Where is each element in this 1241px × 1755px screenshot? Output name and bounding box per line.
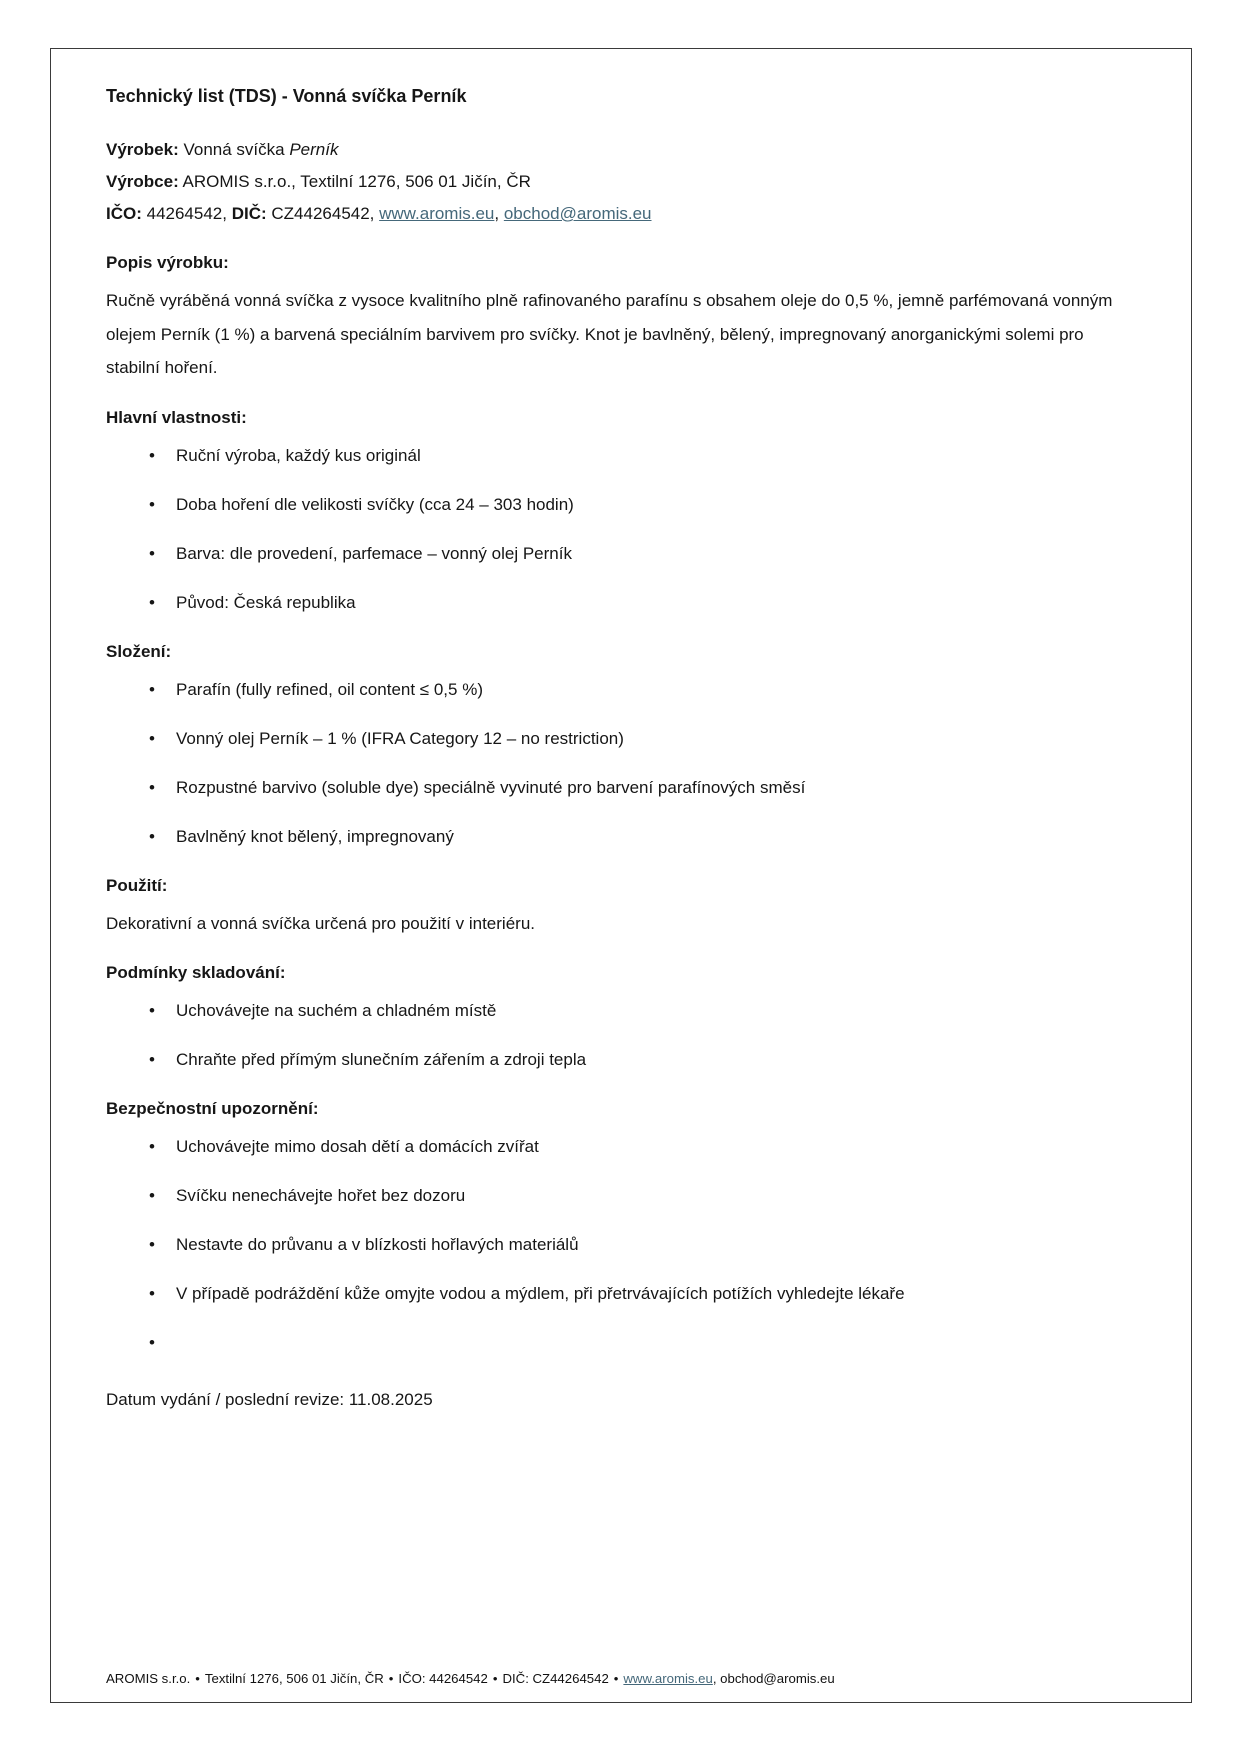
list-item: • Vonný olej Perník – 1 % (IFRA Category 12 – no restriction)	[149, 722, 1134, 755]
website-link[interactable]: www.aromis.eu	[379, 204, 495, 223]
section-heading-bezpecnost: Bezpečnostní upozornění:	[106, 1099, 319, 1118]
registration-line	[106, 198, 1134, 230]
list-item: • Uchovávejte na suchém a chladném místě	[149, 994, 1134, 1027]
dic-value: CZ44264542,	[266, 204, 380, 223]
email-link[interactable]: obchod@aromis.eu	[503, 204, 652, 223]
link-separator: ,	[494, 204, 504, 223]
manufacturer-label: Výrobce:	[106, 172, 179, 191]
document-footer	[106, 1670, 1136, 1688]
footer-bullet-separator: •	[613, 1671, 619, 1686]
footer-email: , obchod@aromis.eu	[712, 1671, 835, 1686]
list-item: • Doba hoření dle velikosti svíčky (cca 24 – 303 hodin)	[149, 488, 1134, 521]
footer-bullet-separator: •	[195, 1671, 200, 1686]
list-item: • Původ: Česká republika	[149, 586, 1134, 619]
section-body-pouziti: Dekorativní a vonná svíčka určená pro použití v interiéru.	[106, 913, 535, 933]
ico-label: IČO:	[106, 204, 142, 223]
list-item: • V případě podráždění kůže omyjte vodou a mýdlem, při přetrvávajících potížích vyhledejte lékaře	[149, 1277, 1134, 1310]
list-item: • Barva: dle provedení, parfemace – vonný olej Perník	[149, 537, 1134, 570]
product-line	[106, 134, 1134, 166]
section-body-popis: Ručně vyráběná vonná svíčka z vysoce kvalitního plně rafinovaného parafínu s obsahem oleje do 0,5 %, jemně parfémovaná vonným olejem Perník (1 %) a barvená speciálním barvivem pro svíčky. Knot je bavlněný, bělený, impregnovaný anorganickými solemi pro stabilní hoření.	[106, 291, 1113, 377]
list-item: • Uchovávejte mimo dosah dětí a domácích zvířat	[149, 1130, 1134, 1163]
list-item: • Bavlněný knot bělený, impregnovaný	[149, 820, 1134, 853]
skladovani-list	[106, 994, 1134, 1076]
revision-date-line: Datum vydání / poslední revize: 11.08.2025	[106, 1390, 433, 1409]
manufacturer-line	[106, 166, 1134, 198]
slozeni-list	[106, 673, 1134, 853]
list-item-empty	[149, 1326, 1134, 1359]
vlastnosti-list	[106, 439, 1134, 619]
footer-bullet-separator: •	[388, 1671, 394, 1686]
document-page-border	[50, 48, 1192, 1703]
footer-website-link[interactable]: www.aromis.eu	[623, 1671, 713, 1686]
ico-value: 44264542,	[141, 204, 232, 223]
footer-ico: IČO: 44264542	[398, 1671, 488, 1686]
section-heading-popis: Popis výrobku:	[106, 253, 229, 272]
list-item: • Parafín (fully refined, oil content ≤ 0,5 %)	[149, 673, 1134, 706]
list-item: • Ruční výroba, každý kus originál	[149, 439, 1134, 472]
document-content	[51, 49, 1191, 1416]
product-value: Vonná svíčka	[178, 140, 290, 159]
footer-bullet-separator: •	[492, 1671, 498, 1686]
footer-address: Textilní 1276, 506 01 Jičín, ČR	[204, 1671, 384, 1686]
bezpecnost-list	[106, 1130, 1134, 1359]
list-item: • Chraňte před přímým slunečním zářením a zdroji tepla	[149, 1043, 1134, 1076]
product-name-italic: Perník	[289, 140, 339, 159]
dic-label: DIČ:	[231, 204, 267, 223]
product-label: Výrobek:	[106, 140, 179, 159]
document-title: Technický list (TDS) - Vonná svíčka Perník	[106, 86, 467, 106]
list-item: • Rozpustné barvivo (soluble dye) speciálně vyvinuté pro barvení parafínových směsí	[149, 771, 1134, 804]
section-heading-skladovani: Podmínky skladování:	[106, 963, 286, 982]
section-heading-vlastnosti: Hlavní vlastnosti:	[106, 407, 247, 427]
section-heading-pouziti: Použití:	[106, 875, 168, 895]
footer-company: AROMIS s.r.o.	[106, 1671, 191, 1686]
manufacturer-value: AROMIS s.r.o., Textilní 1276, 506 01 Jičín, ČR	[178, 172, 531, 191]
list-item: • Nestavte do průvanu a v blízkosti hořlavých materiálů	[149, 1228, 1134, 1261]
list-item: • Svíčku nenechávejte hořet bez dozoru	[149, 1179, 1134, 1212]
section-heading-slozeni: Složení:	[106, 641, 172, 661]
footer-dic: DIČ: CZ44264542	[502, 1671, 609, 1686]
